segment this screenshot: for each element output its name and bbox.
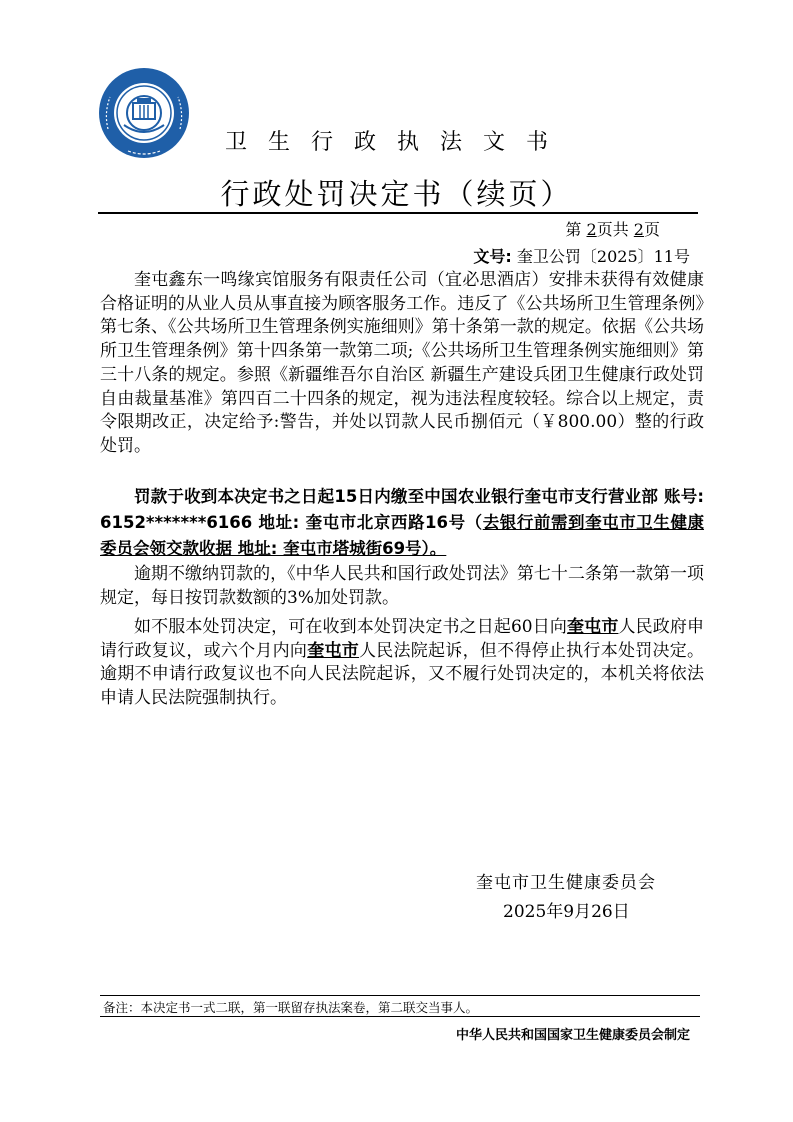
remark-note: 备注：本决定书一式二联，第一联留存执法案卷，第二联交当事人。 [103, 1000, 479, 1015]
docno-value: 奎卫公罚〔2025〕11号 [516, 247, 690, 266]
payment-paragraph [100, 484, 704, 562]
appeal-text-a: 如不服本处罚决定，可在收到本处罚决定书之日起60日向 [134, 617, 568, 637]
page-suffix: 页 [643, 220, 660, 239]
page-mid: 页共 [596, 220, 629, 239]
page-current: 2 [586, 220, 597, 239]
appeal-text-c: 人民政府申请行政复议，或六个月内向 [100, 617, 705, 661]
emblem-graphic [98, 67, 190, 159]
docno-label: 文号: [473, 247, 512, 266]
payment-text-a: 罚款于收到本决定书之日起15日内缴至中国农业银行 [134, 487, 525, 506]
appeal-text-e: 人民法院起诉，但不得停止执行本处罚决定。逾期不申请行政复议也不向人民法院起诉，又不履行处罚决定的，本机关将依法申请人民法院强制执行。 [100, 640, 705, 709]
violation-paragraph: 奎屯鑫东一鸣缘宾馆服务有限责任公司（宜必思酒店）安排未获得有效健康合格证明的从业人员从事直接为顾客服务工作。违反了《公共场所卫生管理条例》第七条、《公共场所卫生管理条例实施细则》第十条第一款的规定。依据《公共场所卫生管理条例》第十四条第一款第二项;《公共场所卫生管理条例实施细则》第三十八条的规定。参照《新疆维吾尔自治区 新疆生产建设兵团卫生健康行政处罚自由裁量基准》第四百二十四条的规定，视为违法程度较轻。综合以上规定，责令限期改正，决定给予:警告，并处以罚款人民币捌佰元（￥800.00）整的行政处罚。 [100, 270, 704, 456]
issuing-authority: 奎屯市卫生健康委员会 [476, 873, 656, 893]
footer-divider [100, 1016, 700, 1017]
page-prefix: 第 [565, 220, 582, 239]
header-title: 卫生行政执法文书 [225, 130, 570, 155]
document-number [0, 244, 690, 267]
page-total: 2 [633, 220, 644, 239]
document-title: 行政处罚决定书（续页） [220, 177, 573, 211]
payment-text-c: 账号: 6152*******6166 地址: 奎屯市北京西路16号（ [100, 487, 705, 532]
note-divider [100, 995, 700, 996]
payment-receipt-note: 去银行前需到奎屯市卫生健康委员会领交款收据 地址: 奎屯市塔城街69号）。 [100, 513, 705, 558]
page-number [0, 217, 660, 240]
issue-date: 2025年9月26日 [503, 902, 630, 922]
health-inspection-logo-icon [98, 67, 190, 159]
title-divider [98, 212, 698, 214]
appeal-paragraph [100, 616, 704, 711]
appeal-gov-city: 奎屯市 [567, 617, 619, 637]
late-payment-paragraph: 逾期不缴纳罚款的，《中华人民共和国行政处罚法》第七十二条第一款第一项规定，每日按罚款数额的3%加处罚款。 [100, 564, 704, 608]
footer-authority: 中华人民共和国国家卫生健康委员会制定 [455, 1028, 690, 1043]
appeal-court-city: 奎屯市 [307, 640, 359, 661]
payment-bank-branch: 奎屯市支行营业部 [524, 487, 659, 506]
